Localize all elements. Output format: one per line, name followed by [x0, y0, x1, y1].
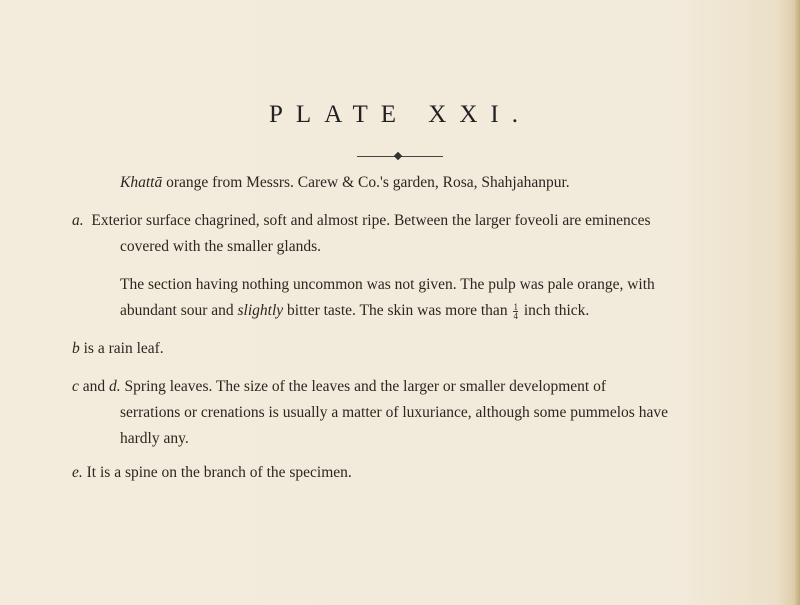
item-cd-line2: serrations or crenations is usually a matter of luxuriance, although some pummelos have	[120, 404, 668, 421]
item-cd-line1	[72, 378, 606, 396]
item-b-line	[72, 340, 164, 358]
item-cd-and: and	[78, 378, 110, 395]
item-d-label: d.	[109, 378, 121, 395]
section-line2	[120, 302, 589, 320]
section-line2-c: inch thick.	[519, 302, 590, 319]
fraction-denominator: 4	[513, 310, 518, 321]
title-ornament	[357, 156, 443, 157]
plate-title: PLATE XXI.	[269, 101, 531, 128]
item-a-line1	[72, 212, 651, 230]
item-e-line	[72, 464, 352, 482]
fraction-numerator: 1	[513, 301, 518, 312]
item-b-label: b	[72, 340, 80, 357]
item-e-label: e.	[72, 464, 83, 481]
item-b-text: is a rain leaf.	[79, 340, 164, 357]
section-line1: The section having nothing uncommon was not given. The pulp was pale orange, with	[120, 276, 655, 293]
ornament-diamond-icon	[394, 152, 402, 160]
item-a-text1: Exterior surface chagrined, soft and almost ripe. Between the larger foveoli are eminences	[91, 212, 651, 229]
caption-line	[120, 174, 570, 192]
page-edge	[794, 0, 800, 605]
item-c-label: c	[72, 378, 79, 395]
section-line2-a: abundant sour and	[120, 302, 238, 319]
caption-italic: Khattā	[120, 174, 163, 191]
item-e-text: It is a spine on the branch of the specimen.	[82, 464, 352, 481]
section-line2-italic: slightly	[237, 302, 284, 319]
fraction-quarter	[513, 303, 518, 320]
item-a-label: a.	[72, 212, 84, 229]
item-cd-text1: Spring leaves. The size of the leaves and the larger or smaller development of	[120, 378, 607, 395]
item-cd-line3: hardly any.	[120, 430, 189, 447]
item-a-line2: covered with the smaller glands.	[120, 238, 322, 255]
section-line2-b: bitter taste. The skin was more than	[283, 302, 512, 319]
caption-text: orange from Messrs. Carew & Co.'s garden, Rosa, Shahjahanpur.	[162, 174, 570, 191]
